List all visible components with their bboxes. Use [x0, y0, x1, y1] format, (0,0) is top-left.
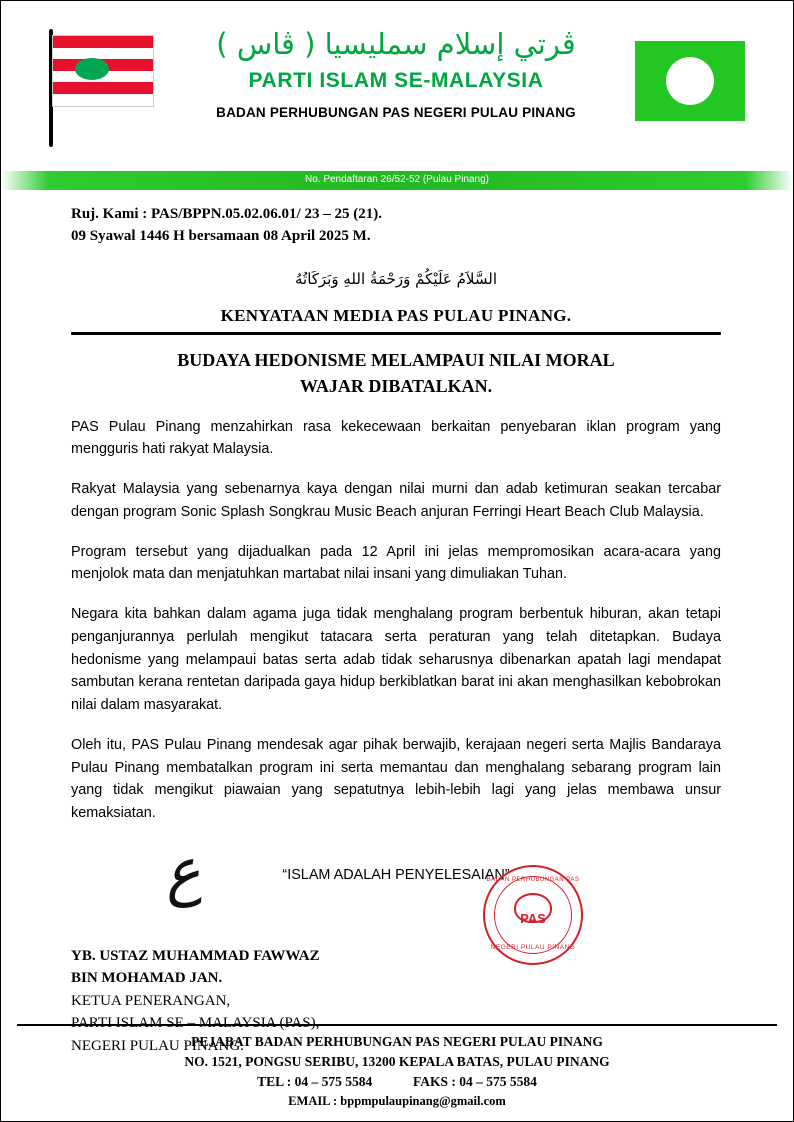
registration-text: No. Pendaftaran 26/52-52 (Pulau Pinang)	[304, 174, 489, 185]
statement-subtitle-line-1: BUDAYA HEDONISME MELAMPAUI NILAI MORAL	[177, 349, 615, 370]
malaysia-penang-flag-icon	[41, 29, 161, 149]
jawi-title: ڤرتي إسلام سمليسيا ( ڤاس )	[216, 27, 576, 61]
signer-name-line-2: BIN MOHAMAD JAN.	[71, 970, 223, 987]
signer-party: PARTI ISLAM SE – MALAYSIA (PAS),	[71, 1015, 320, 1032]
paragraph: Oleh itu, PAS Pulau Pinang mendesak agar pihak berwajib, kerajaan negeri serta Majlis Bandaraya Pulau Pinang membatalkan program ini serta memantau dan menghalang sebarang program lain yang tidak mengikut piawaian yang sepatutnya lebih-lebih lagi yang jelas membawa unsur kemaksiatan.	[71, 736, 721, 822]
signer-name-line-1: YB. USTAZ MUHAMMAD FAWWAZ	[71, 947, 320, 964]
paragraph: Program tersebut yang dijadualkan pada 12 April ini jelas mempromosikan acara-acara yang menjolok mata dan menjatuhkan martabat nilai insani yang dimuliakan Tuhan.	[71, 543, 721, 583]
salam-text: السَّلاَمُ عَلَيْكُمْ وَرَحْمَةُ اللهِ وَبَرَكَاتُهُ	[295, 269, 497, 288]
footer-office-name: PEJABAT BADAN PERHUBUNGAN PAS NEGERI PULAU PINANG	[191, 1033, 603, 1049]
paragraph: Rakyat Malaysia yang sebenarnya kaya dengan nilai murni dan adab ketimuran seakan tercabar dengan program Sonic Splash Songkrau Music Beach anjuran Ferringi Heart Beach Club Malaysia.	[71, 481, 721, 520]
signer-position: KETUA PENERANGAN,	[71, 992, 231, 1009]
organisation-subtitle: BADAN PERHUBUNGAN PAS NEGERI PULAU PINANG	[216, 104, 576, 120]
title-divider	[71, 332, 721, 335]
letter-body	[1, 190, 793, 1057]
official-stamp	[483, 865, 583, 965]
reference-line-2: 09 Syawal 1446 H bersamaan 08 April 2025 M.	[71, 227, 371, 244]
logo-moon-shape	[666, 57, 714, 105]
flag-green-oval	[75, 58, 109, 80]
stamp-top-text: BADAN PERHUBUNGAN PAS	[486, 876, 580, 883]
stamp-bottom-text: NEGERI PULAU PINANG	[490, 943, 576, 951]
paragraph: Negara kita bahkan dalam agama juga tidak menghalang program berbentuk hiburan, akan tetapi penganjurannya perlulah mengikut tatacara serta peraturan yang telah ditetapkan. Budaya hedonisme yang melampaui batas serta adab tidak seharusnya dibenarkan apatah lagi mendapat sambutan kerana rentetan daripada gaya hidup berkiblatkan barat ini akan menghasilkan kebobrokan nilai dalam masyarakat.	[71, 606, 721, 714]
reference-line-1: Ruj. Kami : PAS/BPPN.05.02.06.01/ 23 – 25 (21).	[71, 206, 382, 222]
paragraph: PAS Pulau Pinang menzahirkan rasa kekecewaan berkaitan penyebaran iklan program yang mengguris hati rakyat Malaysia.	[71, 418, 721, 458]
crescent-moon-logo-icon	[635, 41, 745, 121]
registration-bar	[1, 171, 793, 190]
letterhead	[1, 1, 793, 171]
letter-footer	[1, 1024, 793, 1112]
footer-address: NO. 1521, PONGSU SERIBU, 13200 KEPALA BATAS, PULAU PINANG	[184, 1053, 610, 1069]
slogan-text: “ISLAM ADALAH PENYELESAIAN”	[282, 866, 510, 883]
statement-title: KENYATAAN MEDIA PAS PULAU PINANG.	[220, 305, 572, 325]
statement-subtitle-line-2: WAJAR DIBATALKAN.	[299, 375, 493, 396]
footer-email: EMAIL : bppmpulaupinang@gmail.com	[288, 1094, 506, 1109]
header-titles	[171, 23, 621, 120]
footer-divider	[17, 1024, 777, 1026]
footer-tel: TEL : 04 – 575 5584	[257, 1074, 373, 1089]
stamp-center-text: PAS	[520, 910, 546, 926]
organisation-name: PARTI ISLAM SE-MALAYSIA	[248, 68, 544, 92]
flag-cloth	[52, 35, 154, 107]
footer-fax: FAKS : 04 – 575 5584	[413, 1074, 537, 1089]
footer-contact	[1, 1072, 793, 1092]
handwritten-signature: ﻉ	[158, 832, 205, 911]
signer-state: NEGERI PULAU PINANG.	[71, 1037, 244, 1054]
